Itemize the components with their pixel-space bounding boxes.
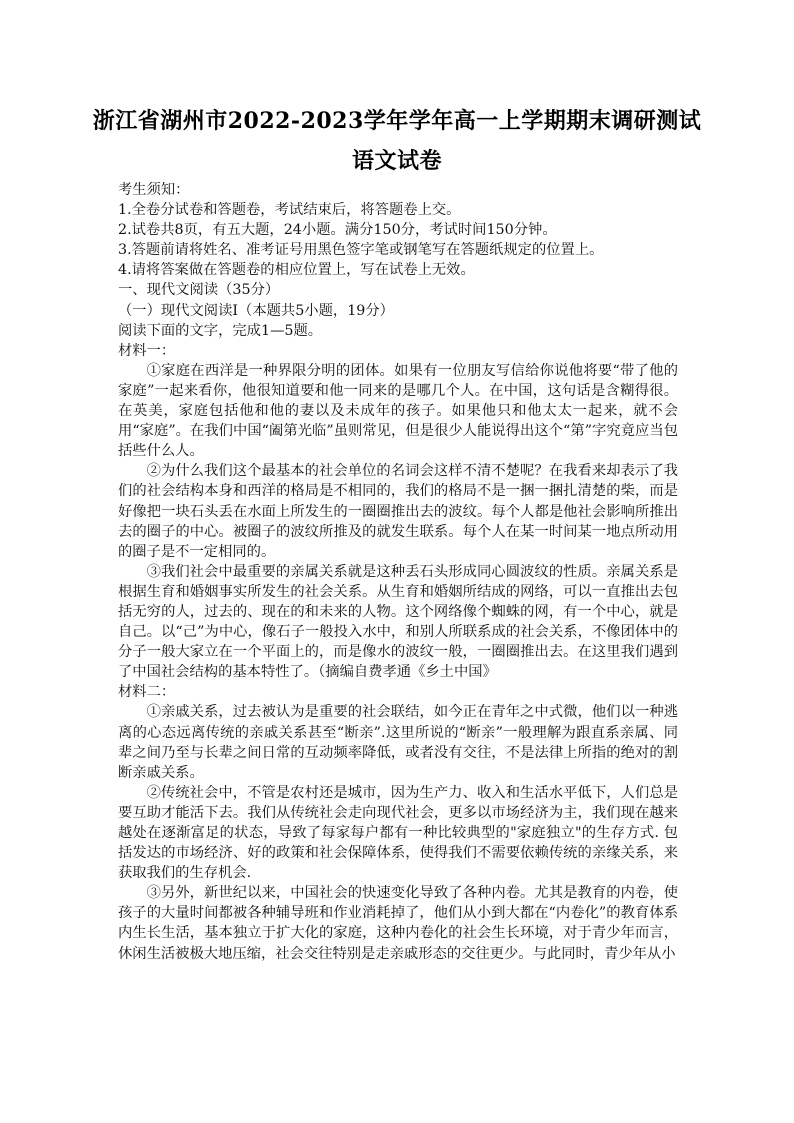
material-paragraph: ③我们社会中最重要的亲属关系就是这种丢石头形成同心圆波纹的性质。亲属关系是根据生育和婚姻事实所发生的社会关系。从生育和婚姻所结成的网络，可以一直推出去包括无穷的人，过去的、现在的和未来的人物。这个网络像个蜘蛛的网，有一个中心，就是自己。以“己”为中心，像石子一般投入水中，和别人所联系成的社会关系，不像团体中的分子一般大家立在一个平面上的，而是像水的波纹一般，一圈圈推出去。在这里我们遇到了中国社会结构的基本特性了。（摘编自费孝通《乡土中国》 [118,563,678,681]
section-heading: 一、现代文阅读（35分） [118,282,280,299]
notice-item: 3.答题前请将姓名、准考证号用黑色签字笔或钢笔写在答题纸规定的位置上。 [118,242,604,259]
material-paragraph: ①家庭在西洋是一种界限分明的团体。如果有一位朋友写信给你说他将要“带了他的家庭”一起来看你，他很知道要和他一同来的是哪几个人。在中国，这句话是含糊得很。在英美，家庭包括他和他的妻以及未成年的孩子。如果他只和他太太一起来，就不会用“家庭”。在我们中国“阖第光临”虽则常见，但是很少人能说得出这个“第”字究竟应当包括些什么人。 [118,362,678,460]
exam-content [118,180,678,964]
material-paragraph: ②传统社会中，不管是农村还是城市，因为生产力、收入和生活水平低下，人们总是要互助才能活下去。我们从传统社会走向现代社会，更多以市场经济为主，我们现在越来越处在逐渐富足的状态，导致了每家每户都有一种比较典型的"家庭独立"的生存方式. 包括发达的市场经济、好的政策和社会保障体系，使得我们不需要依赖传统的亲缘关系，来获取我们的生存机会. [118,784,678,882]
material-label: 材料一： [118,342,176,359]
notice-item: 2.试卷共8页，有五大题，24小题。满分150分，考试时间150分钟。 [118,222,557,239]
material-label: 材料二： [118,684,176,701]
reading-instruction: 阅读下面的文字，完成1—5题。 [118,322,323,339]
notice-item: 1.全卷分试卷和答题卷，考试结束后，将答题卷上交。 [118,202,461,219]
exam-title: 浙江省湖州市2022-2023学年学年高一上学期期末调研测试 [92,108,702,134]
subsection-heading: （一）现代文阅读Ⅰ（本题共5小题，19分） [118,302,394,319]
material-paragraph: ③另外，新世纪以来，中国社会的快速变化导致了各种内卷。尤其是教育的内卷，使孩子的大量时间都被各种辅导班和作业消耗掉了，他们从小到大都在“内卷化”的教育体系内生长生活，基本独立于扩大化的家庭，这种内卷化的社会生长环境，对于青少年而言，休闲生活被极大地压缩，社会交往特别是走亲戚形态的交往更少。与此同时，青少年从小 [118,885,678,962]
exam-subtitle: 语文试卷 [351,148,442,174]
material-paragraph: ②为什么我们这个最基本的社会单位的名词会这样不清不楚呢？在我看来却表示了我们的社会结构本身和西洋的格局是不相同的，我们的格局不是一捆一捆扎清楚的柴，而是好像把一块石头丢在水面上所发生的一圈圈推出去的波纹。每个人都是他社会影响所推出去的圈子的中心。被圈子的波纹所推及的就发生联系。每个人在某一时间某一地点所动用的圈子是不一定相同的。 [118,463,678,560]
notice-item: 4.请将答案做在答题卷的相应位置上，写在试卷上无效。 [118,262,475,279]
notice-heading: 考生须知： [118,182,190,198]
material-paragraph: ①亲戚关系，过去被认为是重要的社会联结，如今正在青年之中式微，他们以一种逃离的心态远离传统的亲戚关系甚至“断亲”.这里所说的“断亲”一般理解为跟直系亲属、同辈之间乃至与长辈之间日常的互动频率降低，或者没有交往，不是法律上所指的绝对的割断亲戚关系。 [118,704,678,781]
